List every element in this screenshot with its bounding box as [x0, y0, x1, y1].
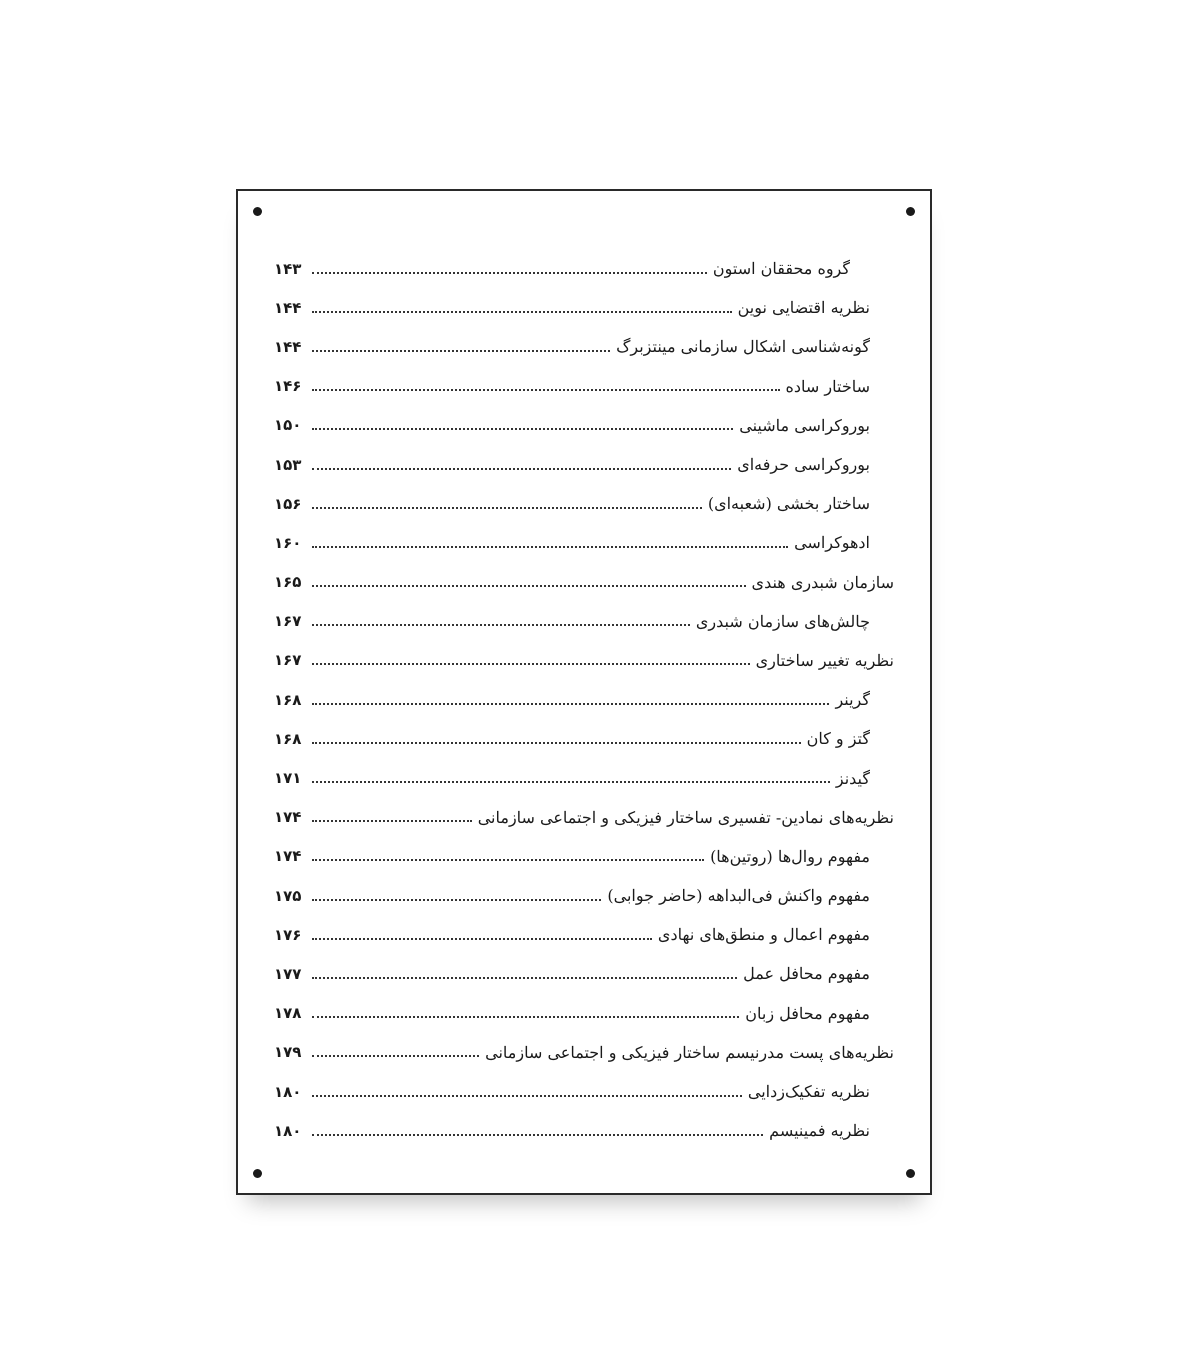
- dot-leader: [312, 507, 702, 509]
- toc-entry-title-wrap: [739, 1004, 870, 1023]
- toc-entry-page-number: ۱۴۳: [274, 259, 302, 278]
- table-of-contents: [274, 249, 894, 1150]
- toc-entry-title: نظریه تغییر ساختاری: [755, 650, 894, 670]
- toc-entry-title: مفهوم محافل عمل: [743, 964, 870, 984]
- toc-entry-title: نظریه تفکیک‌زدایی: [747, 1082, 870, 1102]
- toc-entry-title: سازمان شبدری هندی: [751, 572, 894, 592]
- dot-leader: [312, 703, 829, 705]
- toc-entry-title-wrap: [690, 612, 870, 631]
- toc-entry-title-wrap: [702, 494, 870, 513]
- toc-entry-title: ادهوکراسی: [794, 533, 870, 553]
- corner-dot-top-left: [253, 207, 262, 216]
- toc-entry[interactable]: [274, 563, 894, 602]
- toc-page: [236, 189, 932, 1195]
- toc-entry[interactable]: [274, 680, 894, 719]
- toc-entry-page-number: ۱۶۸: [274, 690, 302, 709]
- dot-leader: [312, 350, 610, 352]
- corner-dot-top-right: [906, 207, 915, 216]
- toc-entry[interactable]: [274, 798, 894, 837]
- toc-entry-title-wrap: [472, 808, 894, 827]
- toc-entry[interactable]: [274, 876, 894, 915]
- toc-entry-title-wrap: [601, 886, 870, 905]
- toc-entry-page-number: ۱۷۷: [274, 964, 302, 983]
- toc-entry-title-wrap: [788, 533, 870, 552]
- toc-entry-title-wrap: [830, 769, 870, 788]
- toc-entry[interactable]: [274, 641, 894, 680]
- toc-entry[interactable]: [274, 915, 894, 954]
- toc-entry-page-number: ۱۷۴: [274, 847, 302, 866]
- toc-entry-title-wrap: [737, 964, 870, 983]
- toc-entry-title-wrap: [750, 651, 894, 670]
- toc-entry[interactable]: [274, 1072, 894, 1111]
- toc-entry-page-number: ۱۷۱: [274, 769, 302, 788]
- toc-entry-page-number: ۱۷۵: [274, 886, 302, 905]
- toc-entry[interactable]: [274, 719, 894, 758]
- toc-entry-page-number: ۱۷۹: [274, 1043, 302, 1062]
- dot-leader: [312, 1016, 739, 1018]
- toc-entry-page-number: ۱۴۴: [274, 337, 302, 356]
- toc-entry-title: مفهوم محافل زبان: [745, 1003, 870, 1023]
- toc-entry[interactable]: [274, 406, 894, 445]
- toc-entry-page-number: ۱۵۰: [274, 416, 302, 435]
- toc-entry-title-wrap: [746, 573, 894, 592]
- toc-entry[interactable]: [274, 837, 894, 876]
- toc-entry-page-number: ۱۶۰: [274, 533, 302, 552]
- corner-dot-bottom-left: [253, 1169, 262, 1178]
- toc-entry[interactable]: [274, 445, 894, 484]
- toc-entry-title-wrap: [731, 455, 870, 474]
- dot-leader: [312, 859, 704, 861]
- toc-entry-title: گرینر: [835, 690, 870, 710]
- toc-entry-title-wrap: [652, 925, 870, 944]
- toc-entry[interactable]: [274, 249, 894, 288]
- toc-entry-page-number: ۱۸۰: [274, 1121, 302, 1140]
- toc-entry-title: نظریه‌های پست مدرنیسم ساختار فیزیکی و اجتماعی سازمانی: [485, 1042, 894, 1062]
- dot-leader: [312, 1055, 479, 1057]
- toc-entry-title-wrap: [801, 729, 870, 748]
- toc-entry-page-number: ۱۶۷: [274, 612, 302, 631]
- dot-leader: [312, 389, 780, 391]
- toc-entry-title: چالش‌های سازمان شبدری: [695, 611, 870, 631]
- dot-leader: [312, 624, 690, 626]
- toc-entry[interactable]: [274, 1111, 894, 1150]
- toc-entry-title: نظریه اقتضایی نوین: [737, 298, 870, 318]
- dot-leader: [312, 428, 733, 430]
- toc-entry-title-wrap: [610, 337, 870, 356]
- toc-entry-page-number: ۱۴۶: [274, 377, 302, 396]
- toc-entry-page-number: ۱۶۷: [274, 651, 302, 670]
- toc-entry-title: گتز و کان: [806, 729, 870, 749]
- dot-leader: [312, 1134, 763, 1136]
- dot-leader: [312, 663, 750, 665]
- toc-entry-page-number: ۱۵۳: [274, 455, 302, 474]
- toc-entry-title-wrap: [707, 259, 850, 278]
- corner-dot-bottom-right: [906, 1169, 915, 1178]
- dot-leader: [312, 938, 652, 940]
- toc-entry[interactable]: [274, 758, 894, 797]
- dot-leader: [312, 272, 707, 274]
- toc-entry-title: ساختار بخشی (شعبه‌ای): [707, 494, 870, 514]
- toc-entry[interactable]: [274, 954, 894, 993]
- dot-leader: [312, 781, 830, 783]
- toc-entry-title: بوروکراسی حرفه‌ای: [737, 455, 870, 475]
- dot-leader: [312, 468, 731, 470]
- toc-entry-title-wrap: [780, 377, 870, 396]
- toc-entry-page-number: ۱۷۸: [274, 1004, 302, 1023]
- toc-entry-title-wrap: [733, 416, 870, 435]
- toc-entry-title: بوروکراسی ماشینی: [739, 415, 870, 435]
- toc-entry-title-wrap: [704, 847, 870, 866]
- toc-entry-page-number: ۱۶۸: [274, 729, 302, 748]
- toc-entry-page-number: ۱۴۴: [274, 298, 302, 317]
- dot-leader: [312, 899, 601, 901]
- toc-entry-title: گیدنز: [835, 768, 870, 788]
- dot-leader: [312, 311, 732, 313]
- toc-entry[interactable]: [274, 288, 894, 327]
- dot-leader: [312, 1095, 742, 1097]
- toc-entry-title-wrap: [763, 1121, 870, 1140]
- toc-entry-title: نظریه فمینیسم: [769, 1121, 870, 1141]
- toc-entry-title: مفهوم اعمال و منطق‌های نهادی: [657, 925, 870, 945]
- toc-entry[interactable]: [274, 994, 894, 1033]
- toc-entry-page-number: ۱۷۴: [274, 808, 302, 827]
- toc-entry-title-wrap: [829, 690, 870, 709]
- toc-entry[interactable]: [274, 367, 894, 406]
- dot-leader: [312, 977, 737, 979]
- toc-entry-page-number: ۱۶۵: [274, 573, 302, 592]
- toc-entry[interactable]: [274, 484, 894, 523]
- toc-entry-title-wrap: [479, 1043, 894, 1062]
- toc-entry-page-number: ۱۸۰: [274, 1082, 302, 1101]
- toc-entry-title-wrap: [742, 1082, 870, 1101]
- toc-entry-page-number: ۱۷۶: [274, 925, 302, 944]
- toc-entry[interactable]: [274, 602, 894, 641]
- dot-leader: [312, 546, 788, 548]
- toc-entry[interactable]: [274, 523, 894, 562]
- toc-entry-title: مفهوم روال‌ها (روتین‌ها): [710, 846, 870, 866]
- dot-leader: [312, 585, 746, 587]
- toc-entry-title-wrap: [732, 298, 870, 317]
- toc-entry-title: گروه محققان استون: [712, 259, 850, 279]
- dot-leader: [312, 820, 472, 822]
- toc-entry-title: گونه‌شناسی اشکال سازمانی مینتزبرگ: [616, 337, 870, 357]
- toc-entry-title: نظریه‌های نمادین- تفسیری ساختار فیزیکی و اجتماعی سازمانی: [477, 807, 894, 827]
- toc-entry-title: مفهوم واکنش فی‌البداهه (حاضر جوابی): [607, 886, 870, 906]
- toc-entry[interactable]: [274, 1033, 894, 1072]
- dot-leader: [312, 742, 801, 744]
- toc-entry-title: ساختار ساده: [785, 376, 870, 396]
- toc-entry[interactable]: [274, 327, 894, 366]
- toc-entry-page-number: ۱۵۶: [274, 494, 302, 513]
